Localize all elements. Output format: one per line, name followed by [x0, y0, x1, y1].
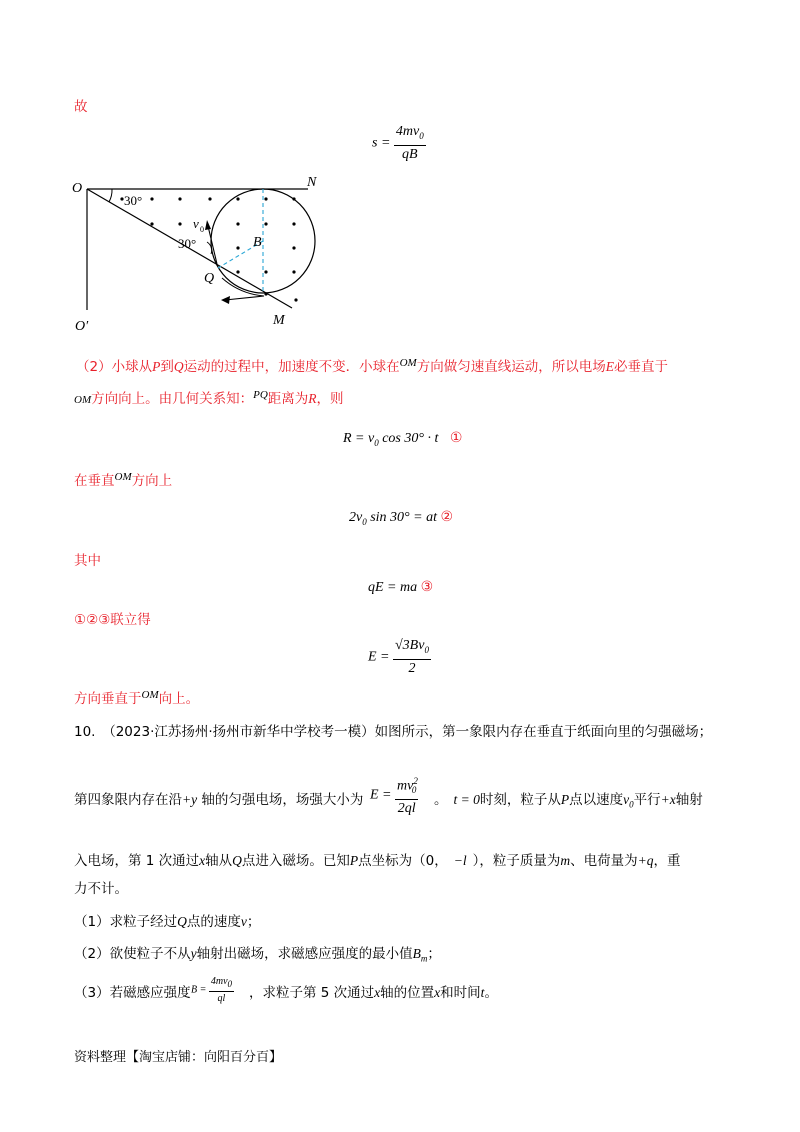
magnetic-field-figure	[70, 172, 330, 342]
question-10-line1: 10. （2023·江苏扬州·扬州市新华中学校考一模）如图所示，第一象限内存在垂直于纸面向里的匀强磁场；	[74, 724, 713, 740]
solution-combine: ①②③联立得	[74, 612, 151, 628]
label-N: N	[307, 175, 317, 190]
question-10-sub1: （1）求粒子经过Q点的速度v；	[74, 914, 261, 930]
solution-word-gu: 故	[74, 99, 88, 115]
solution-perp-line: 在垂直$^{OM}$方向上	[74, 471, 173, 489]
label-Q: Q	[204, 271, 215, 286]
label-angle-30-q: 30°	[178, 236, 197, 251]
solution-part2-line2: OM方向向上。由几何关系知：$^{PQ}$距离为R，则	[74, 389, 344, 407]
equation-s: s = $\frac{4mv_0}{qB}$	[372, 124, 424, 162]
equation-q10-E: E = $\frac{mv^2_0}{2ql}$	[370, 772, 418, 818]
question-10-sub2: （2）欲使粒子不从y轴射出磁场，求磁感应强度的最小值$B_m$；	[74, 946, 441, 964]
solution-part2-line1: （2）小球从P到Q运动的过程中，加速度不变．小球在$^{OM}$方向做匀速直线运动，所以电场E必垂直于	[76, 357, 668, 375]
label-angle-30-top: 30°	[124, 193, 143, 208]
question-10-sub3-rest: ，求粒子第 5 次通过x轴的位置x和时间t。	[249, 985, 498, 1001]
label-O-prime: O′	[75, 319, 89, 334]
question-10-line3: 入电场，第 1 次通过x轴从Q点进入磁场。已知P点坐标为（0， −l ），粒子质量为m、电荷量为+q，重	[74, 853, 681, 869]
solution-direction: 方向垂直于$^{OM}$向上。	[74, 689, 200, 707]
equation-1: $R = v_0$ cos 30° · t ①	[343, 430, 463, 448]
solution-word-qizhong: 其中	[74, 553, 101, 569]
equation-q10-B: B = $\frac{4mv_0}{ql}$	[191, 976, 233, 1004]
equation-3: qE = ma ③	[368, 579, 434, 595]
label-M: M	[273, 313, 285, 328]
label-v0: v	[193, 216, 199, 231]
footer-source: 资料整理【淘宝店铺：向阳百分百】	[74, 1050, 283, 1065]
question-10-line2-rest: 。 t = 0时刻，粒子从P点以速度$v_0$平行+x轴射	[434, 792, 703, 810]
label-B: B	[253, 235, 262, 250]
question-10-sub3: （3）若磁感应强度	[74, 985, 191, 1001]
label-O: O	[72, 181, 83, 196]
equation-E: E = $\frac{√3Bv_0}{2}$	[368, 638, 429, 676]
equation-2: $2v_0$ sin 30° = at ②	[349, 509, 454, 527]
question-10-line2: 第四象限内存在沿+y 轴的匀强电场，场强大小为	[74, 792, 364, 808]
label-v0-sub: 0	[200, 225, 204, 234]
question-10-line4: 力不计。	[74, 881, 128, 897]
